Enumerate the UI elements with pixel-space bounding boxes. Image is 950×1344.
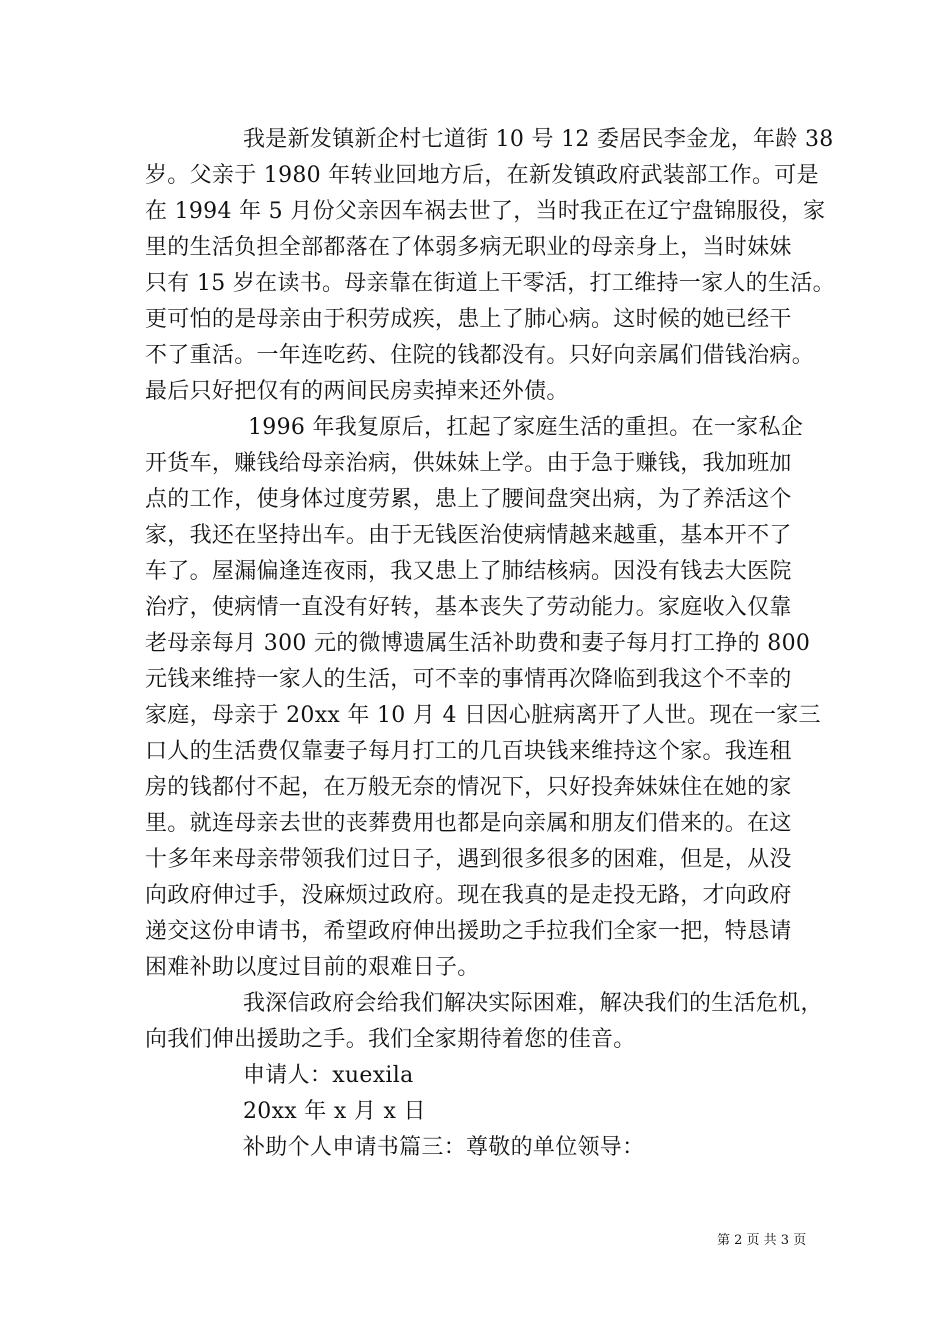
applicant-line: 申请人：xuexila xyxy=(243,1063,414,1088)
text-line: 里。就连母亲去世的丧葬费用也都是向亲属和朋友们借来的。在这 xyxy=(145,811,792,836)
text-line: 我是新发镇新企村七道街 10 号 12 委居民李金龙，年龄 38 xyxy=(243,127,834,152)
text-line: 治疗，使病情一直没有好转，基本丧失了劳动能力。家庭收入仅靠 xyxy=(145,595,792,620)
text-line: 岁。父亲于 1980 年转业回地方后，在新发镇政府武装部工作。可是 xyxy=(145,163,819,188)
text-line: 十多年来母亲带领我们过日子，遇到很多很多的困难，但是，从没 xyxy=(145,847,792,872)
text-line: 只有 15 岁在读书。母亲靠在街道上干零活，打工维持一家人的生活。 xyxy=(145,271,835,296)
text-line: 1996 年我复原后，扛起了家庭生活的重担。在一家私企 xyxy=(248,415,804,440)
text-line: 最后只好把仅有的两间民房卖掉来还外债。 xyxy=(145,379,569,404)
text-line: 更可怕的是母亲由于积劳成疾，患上了肺心病。这时候的她已经干 xyxy=(145,307,792,332)
text-line: 车了。屋漏偏逢连夜雨，我又患上了肺结核病。因没有钱去大医院 xyxy=(145,559,792,584)
text-line: 点的工作，使身体过度劳累，患上了腰间盘突出病，为了养活这个 xyxy=(145,487,792,512)
text-line: 老母亲每月 300 元的微博遗属生活补助费和妻子每月打工挣的 800 xyxy=(145,631,811,656)
date-line: 20xx 年 x 月 x 日 xyxy=(243,1099,426,1124)
text-line: 里的生活负担全部都落在了体弱多病无职业的母亲身上，当时妹妹 xyxy=(145,235,792,260)
text-line: 房的钱都付不起，在万般无奈的情况下，只好投奔妹妹住在她的家 xyxy=(145,775,792,800)
text-line: 向我们伸出援助之手。我们全家期待着您的佳音。 xyxy=(145,1027,636,1052)
text-line: 向政府伸过手，没麻烦过政府。现在我真的是走投无路，才向政府 xyxy=(145,883,792,908)
text-line: 开货车，赚钱给母亲治病，供妹妹上学。由于急于赚钱，我加班加 xyxy=(145,451,792,476)
text-line: 口人的生活费仅靠妻子每月打工的几百块钱来维持这个家。我连租 xyxy=(145,739,792,764)
page-number: 第 2 页 共 3 页 xyxy=(717,1233,807,1248)
text-line: 家，我还在坚持出车。由于无钱医治使病情越来越重，基本开不了 xyxy=(145,523,792,548)
text-line: 元钱来维持一家人的生活，可不幸的事情再次降临到我这个不幸的 xyxy=(145,667,792,692)
text-line: 不了重活。一年连吃药、住院的钱都没有。只好向亲属们借钱治病。 xyxy=(145,343,815,368)
text-line: 我深信政府会给我们解决实际困难，解决我们的生活危机， xyxy=(243,991,823,1016)
text-line: 递交这份申请书，希望政府伸出援助之手拉我们全家一把，特恳请 xyxy=(145,919,792,944)
text-line: 在 1994 年 5 月份父亲因车祸去世了，当时我正在辽宁盘锦服役，家 xyxy=(145,199,826,224)
text-line: 家庭，母亲于 20xx 年 10 月 4 日因心脏病离开了人世。现在一家三 xyxy=(145,703,821,728)
text-line: 补助个人申请书篇三：尊敬的单位领导： xyxy=(243,1135,645,1160)
text-line: 困难补助以度过目前的艰难日子。 xyxy=(145,955,480,980)
